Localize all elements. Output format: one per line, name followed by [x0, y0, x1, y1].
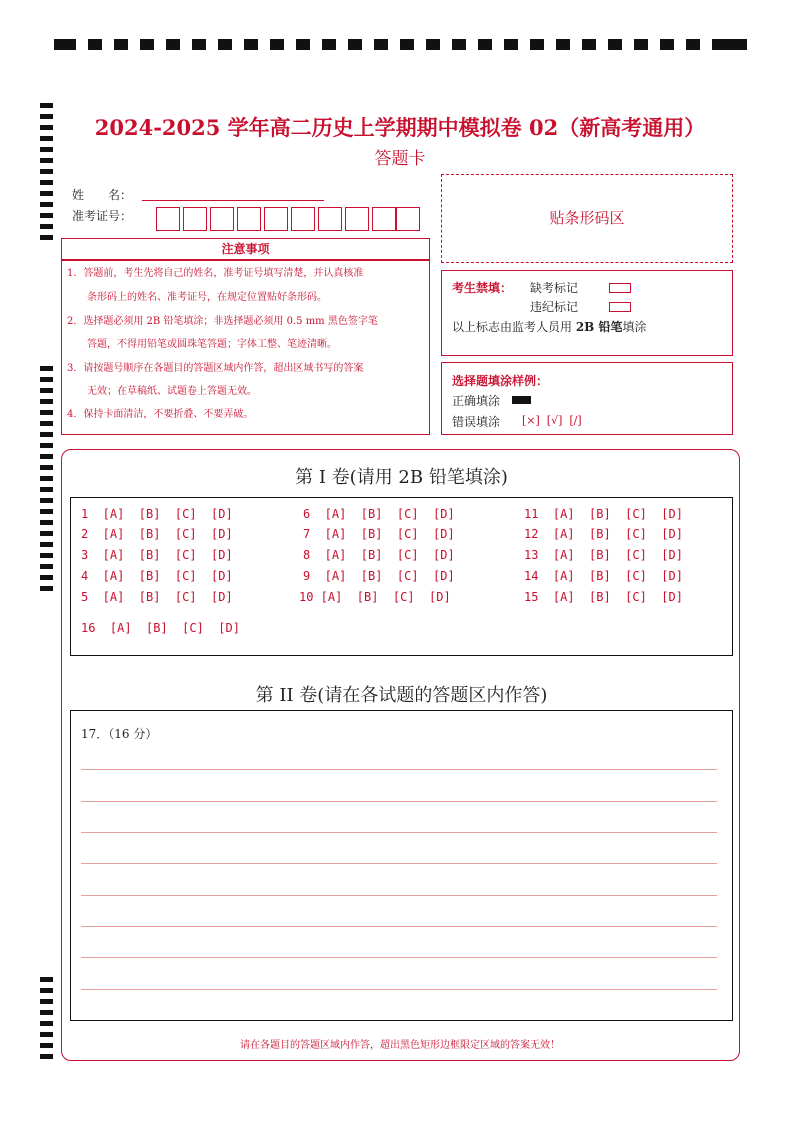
forbidden-box	[441, 270, 733, 356]
question-2[interactable]: 2 [A] [B] [C] [D]	[81, 527, 233, 541]
forbidden-label: 考生禁填：	[452, 281, 513, 295]
violation-mark-box[interactable]	[609, 302, 631, 312]
section2-title: 第 II 卷(请在各试题的答题区内作答)	[255, 685, 548, 706]
question-9[interactable]: 9 [A] [B] [C] [D]	[303, 569, 455, 583]
notice-rule: 4．保持卡面清洁，不要折叠、不要弄破。	[67, 409, 254, 420]
question-5[interactable]: 5 [A] [B] [C] [D]	[81, 590, 233, 604]
notice-rule: 条形码上的姓名、准考证号，在规定位置贴好条形码。	[67, 292, 327, 303]
notice-rule: 无效；在草稿纸、试题卷上答题无效。	[67, 386, 257, 397]
fill-example-heading: 选择题填涂样例：	[452, 374, 549, 388]
question-8[interactable]: 8 [A] [B] [C] [D]	[303, 548, 455, 562]
notice-heading: 注意事项	[61, 238, 430, 260]
question-13[interactable]: 13 [A] [B] [C] [D]	[524, 548, 683, 562]
question-4[interactable]: 4 [A] [B] [C] [D]	[81, 569, 233, 583]
fill-example-box	[441, 362, 733, 435]
question-17-label: 17．（16 分）	[81, 727, 158, 741]
page-title: 2024-2025 学年高二历史上学期期中模拟卷 02（新高考通用）	[94, 115, 706, 140]
id-label: 准考证号：	[72, 209, 133, 223]
question-1[interactable]: 1 [A] [B] [C] [D]	[81, 507, 233, 521]
question-10[interactable]: 10 [A] [B] [C] [D]	[299, 590, 451, 604]
barcode-label: 贴条形码区	[549, 209, 625, 227]
correct-fill-label: 正确填涂	[452, 394, 501, 408]
question-7[interactable]: 7 [A] [B] [C] [D]	[303, 527, 455, 541]
barcode-area[interactable]	[441, 174, 733, 263]
name-field[interactable]	[142, 200, 324, 201]
question-15[interactable]: 15 [A] [B] [C] [D]	[524, 590, 683, 604]
absent-mark-box[interactable]	[609, 283, 631, 293]
notice-rule: 3．请按题号顺序在各题目的答题区域内作答，超出区域书写的答案	[67, 363, 364, 374]
notice-rule: 2．选择题必须用 2B 铅笔填涂；非选择题必须用 0.5 mm 黑色签字笔	[67, 316, 378, 327]
correct-fill-sample	[512, 396, 531, 404]
footer-warning: 请在各题目的答题区域内作答，超出黑色矩形边框限定区域的答案无效！	[240, 1040, 560, 1051]
notice-rule: 1．答题前，考生先将自己的姓名，准考证号填写清楚，并认真核准	[67, 268, 364, 279]
absent-label: 缺考标记	[530, 281, 579, 295]
question-12[interactable]: 12 [A] [B] [C] [D]	[524, 527, 683, 541]
violation-label: 违纪标记	[530, 300, 579, 314]
notice-rule: 答题，不得用铅笔或圆珠笔答题；字体工整、笔迹清晰。	[67, 339, 337, 350]
question-16[interactable]: 16 [A] [B] [C] [D]	[81, 621, 240, 635]
question-6[interactable]: 6 [A] [B] [C] [D]	[303, 507, 455, 521]
question-3[interactable]: 3 [A] [B] [C] [D]	[81, 548, 233, 562]
question-11[interactable]: 11 [A] [B] [C] [D]	[524, 507, 683, 521]
forbidden-note: 以上标志由监考人员用 2B 铅笔填涂	[452, 320, 647, 334]
page-subtitle: 答题卡	[374, 149, 426, 169]
wrong-fill-label: 错误填涂	[452, 415, 501, 429]
section1-title: 第 I 卷(请用 2B 铅笔填涂)	[295, 467, 508, 488]
name-label: 姓 名：	[72, 188, 133, 202]
question-14[interactable]: 14 [A] [B] [C] [D]	[524, 569, 683, 583]
section2-box[interactable]	[70, 710, 733, 1021]
wrong-fill-samples: [×] [√] [/]	[522, 414, 582, 427]
